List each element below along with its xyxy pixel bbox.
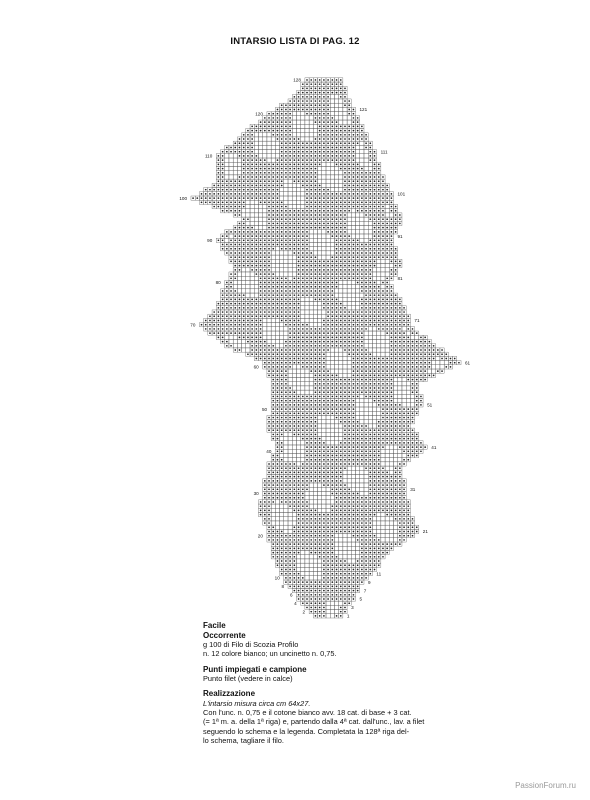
making-line: lo schema, tagliare il filo. (203, 736, 284, 746)
row-number: 7 (363, 588, 367, 594)
row-number: 121 (359, 107, 368, 113)
making-line: seguendo lo schema e la legenda. Completata la 128ª riga del- (203, 726, 410, 736)
difficulty-label: Facile (203, 621, 226, 630)
row-number: 4 (294, 600, 297, 606)
row-number: 50 (261, 406, 268, 412)
making-line: (= 1ª m. a. della 1ª riga) e, partendo dalla 4ª cat. dall'unc., lav. a filet (203, 717, 425, 727)
watermark: PassionForum.ru (515, 781, 576, 790)
row-number: 60 (253, 364, 259, 370)
row-number: 5 (359, 596, 363, 602)
materials-heading: Occorrente (203, 630, 246, 640)
row-number: 2 (302, 609, 306, 615)
row-number: 61 (465, 360, 471, 366)
row-number: 31 (410, 487, 416, 492)
making-heading: Realizzazione (203, 689, 256, 699)
row-number: 101 (397, 191, 406, 197)
row-number: 8 (281, 584, 284, 589)
row-number: 10 (274, 575, 280, 581)
chart-row-numbers (179, 78, 470, 619)
row-number: 91 (397, 233, 403, 239)
row-number: 11 (376, 571, 382, 577)
materials-line: n. 12 colore bianco; un uncinetto n. 0,75. (203, 649, 337, 659)
stitches-text: Punto filet (vedere in calce) (203, 674, 293, 684)
row-number: 51 (427, 402, 433, 408)
row-number: 1 (346, 613, 350, 619)
stitches-heading: Punti impiegati e campione (203, 664, 307, 674)
row-number: 70 (190, 322, 196, 328)
row-number: 80 (215, 280, 221, 286)
row-number: 30 (253, 491, 259, 497)
making-line: Con l'unc. n. 0,75 e il cotone bianco avv. 18 cat. di base + 3 cat. (203, 708, 412, 718)
row-number: 90 (207, 238, 213, 243)
row-number: 41 (431, 444, 437, 450)
materials-line: g 100 di Filo di Scozia Profilo (203, 640, 299, 649)
row-number: 110 (204, 153, 213, 159)
row-number: 20 (257, 533, 263, 539)
row-number: 81 (397, 276, 403, 281)
row-number: 40 (266, 449, 272, 454)
row-number: 100 (179, 195, 187, 201)
row-number: 128 (293, 77, 301, 83)
row-number: 111 (380, 149, 388, 155)
instructions-block (203, 621, 463, 745)
row-number: 21 (422, 529, 428, 535)
size-text: L'intarsio misura circa cm 64x27. (203, 698, 311, 708)
page-title: INTARSIO LISTA DI PAG. 12 (230, 36, 360, 47)
row-number: 71 (414, 318, 420, 324)
row-number: 3 (351, 605, 354, 611)
chart-grid-lines (191, 78, 461, 618)
row-number: 6 (289, 592, 293, 598)
row-number: 120 (255, 111, 263, 117)
row-number: 9 (368, 579, 371, 585)
